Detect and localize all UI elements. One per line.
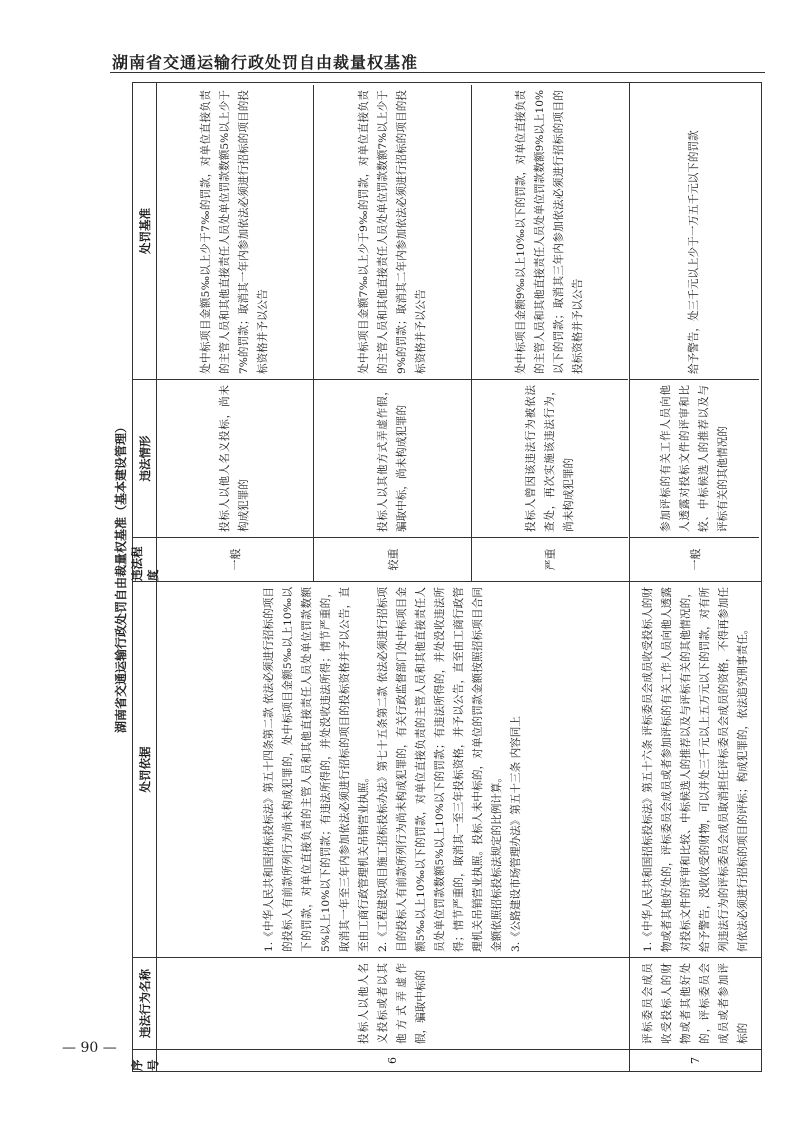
penalty-cell: 处中标项目金额9‰以上10‰以下的罚款，对单位直接负责的主管人员和其他直接责任人员处单位罚款数额9%以上10%以下的罚款；取消其三年内参加依法必须进行招标的项目的投标资格并予以公告 [515, 89, 584, 374]
penalty-basis [630, 581, 761, 957]
degree-cell: 一般 [156, 537, 313, 581]
row-number: 6 [156, 1049, 629, 1071]
violation-name: 评标委员会成员收受投标人的财物或者其他好处的，评标委员会成员或者参加评标的 [630, 957, 761, 1049]
degree-cell: 严重 [472, 537, 628, 581]
table-caption: 湖南省交通运输行政处罚自由裁量权基准（基本建设管理） [114, 421, 128, 734]
level-row [630, 85, 759, 581]
page-number: — 90 — [62, 1040, 117, 1056]
table-row [630, 83, 761, 1071]
degree-cell: 一般 [630, 537, 759, 581]
col-header-situation: 违法情形 [133, 379, 156, 537]
col-header-no: 序号 [133, 1049, 156, 1071]
col-header-name: 违法行为名称 [133, 957, 156, 1049]
level-row [314, 85, 472, 581]
level-row [472, 85, 628, 581]
penalty-cell: 处中标项目金额7‰以上少于9‰的罚款，对单位直接负责的主管人员和其他直接责任人员处单位罚款数额7%以上少于9%的罚款；取消其二年内参加依法必须进行招标的项目的投标资格并予以公告 [357, 90, 427, 374]
table-row [156, 83, 630, 1071]
penalty-table [129, 82, 762, 1072]
situation-cell: 投标人以其他方式弄虚作假，骗取中标，尚未构成犯罪的 [314, 379, 471, 537]
rotated-table-block [110, 82, 762, 1072]
header-rule [110, 72, 765, 73]
penalty-cell: 处中标项目金额5‰以上少于7‰的罚款，对单位直接负责的主管人员和其他直接责任人员处单位罚款数额5%以上少于7%的罚款；取消其一年内参加依法必须进行招标的项目的投标资格并予以公告 [199, 90, 269, 374]
violation-name: 投标人以他人名义投标或者以其他方式弄虚作假，骗取中标的 [156, 957, 629, 1049]
col-header-penalty: 处罚基准 [137, 208, 152, 254]
penalty-cell: 给予警告，处三千元以上少于一万五千元以下的罚款 [688, 130, 700, 374]
situation-cell: 投标人曾因该违法行为被依法查处，再次实施该违法行为，尚未构成犯罪的 [472, 379, 628, 537]
situation-cell: 参加评标的有关工作人员向他人透露对投标文件的评审和比较、中标候选人的推荐以及与评标有关的其他情况的 [630, 379, 759, 537]
page-header-title: 湖南省交通运输行政处罚自由裁量权基准 [112, 53, 419, 72]
basis-clause: 1.《中华人民共和国招标投标法》第五十六条 评标委员会成员收受投标人的财物或者其他好处的，评标委员会成员或者参加评标的有关工作人员向他人透露对投标文件的评审和比较、中标候选人的推荐以及与评标有关的其他情况的，给予警告，没收收受的财物，可以并处三千元以上五万元以下的罚款，对有所列违法行为的评标委员会成员取消担任评标委员会成员的资格，不得再参加任何依法必须进行招标的项目的评标；构成犯罪的，依法追究刑事责任。 [641, 587, 749, 952]
basis-clause: 3.《公路建设市场管理办法》第五十三条 内容同上 [509, 716, 522, 952]
col-header-degree: 违法程度 [133, 537, 156, 581]
col-header-basis: 处罚依据 [133, 581, 156, 957]
situation-cell: 投标人以他人名义投标，尚未构成犯罪的 [156, 379, 313, 537]
row-number: 7 [630, 1049, 761, 1071]
degree-cell: 较重 [314, 537, 471, 581]
level-group [156, 85, 629, 581]
basis-clause: 2.《工程建设项目施工招标投标办法》第七十五条第二款 依法必须进行招标项目的投标人有前款所列行为尚未构成犯罪的，有关行政监督部门处中标项目金额5‰以上10‰以下的罚款，对单位直接负责的主管人员和其他直接责任人员处单位罚款数额5%以上10%以下的罚款；有违法所得的，并处没收违法所得；情节严重的，取消其一至三年投标资格，并予以公告，直至由工商行政管理机关吊销营业执照。投标人未中标的，对单位的罚款金额按照招标项目合同金额依照招标投标法规定的比例计算。 [376, 587, 503, 952]
level-row [156, 85, 314, 581]
basis-clause: 1.《中华人民共和国招标投标法》第五十四条第二款 依法必须进行招标的项目的投标人有前款所列行为尚未构成犯罪的，处中标项目金额5‰以上10‰以下的罚款，对单位直接负责的主管人员和其他直接责任人员处单位罚款数额5%以上10%以下的罚款；有违法所得的，并处没收违法所得；情节严重的，取消其一年至三年内参加依法必须进行招标的项目的投标资格并予以公告，直至由工商行政管理机关吊销营业执照。 [262, 587, 370, 952]
level-group [630, 85, 761, 581]
table-header-row [129, 83, 160, 1071]
penalty-basis [156, 581, 629, 957]
